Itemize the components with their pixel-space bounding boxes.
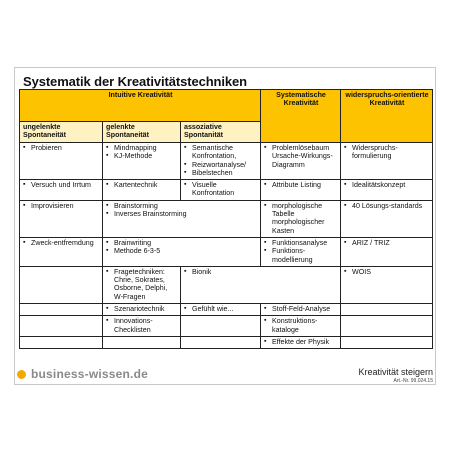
technique-item: ▪ Idealitätskonzept — [344, 181, 430, 189]
cell-ungelenkt — [20, 304, 103, 316]
technique-list — [264, 202, 338, 235]
technique-item: ▪ morphologische Tabelle morphologischer Kasten — [264, 202, 338, 235]
brand-name: business-wissen.de — [31, 367, 148, 381]
technique-item: ▪ Effekte der Physik — [264, 338, 338, 346]
technique-list — [264, 144, 338, 169]
technique-list — [264, 181, 338, 189]
cell-gelenkt — [103, 200, 261, 237]
technique-list — [23, 181, 100, 189]
cell-ungelenkt — [20, 316, 103, 337]
technique-list — [106, 305, 178, 313]
technique-list — [264, 305, 338, 313]
cell-gelenkt — [103, 143, 181, 180]
technique-item: ▪ Bionik — [184, 268, 338, 276]
technique-item: ▪ 40 Lösungs-standards — [344, 202, 430, 210]
table-row — [20, 304, 433, 316]
technique-item: ▪ Widerspruchs-formulierung — [344, 144, 430, 161]
technique-item: ▪ Funktionsanalyse — [264, 239, 338, 247]
technique-item: ▪ Semantische Konfrontation, — [184, 144, 258, 161]
technique-list — [344, 181, 430, 189]
subheader-gelenkt: gelenkte Spontaneität — [103, 122, 181, 143]
technique-list — [106, 317, 178, 334]
technique-item: ▪ Visuelle Konfrontation — [184, 181, 258, 198]
cell-zerlegen — [261, 180, 341, 201]
cell-assoziativ — [181, 143, 261, 180]
technique-item: ▪ Konstruktions-kataloge — [264, 317, 338, 334]
technique-item: ▪ Probieren — [23, 144, 100, 152]
technique-list — [106, 181, 178, 189]
cell-assoziativ — [181, 336, 261, 348]
technique-item: ▪ Gefühlt wie... — [184, 305, 258, 313]
cell-widerspruch — [341, 237, 433, 266]
technique-item: ▪ Brainstorming — [106, 202, 258, 210]
header-contradiction: widerspruchs-orientierte Kreativität — [341, 90, 433, 143]
technique-item: ▪ ARIZ / TRIZ — [344, 239, 430, 247]
technique-item: ▪ Innovations-Checklisten — [106, 317, 178, 334]
table-row — [20, 237, 433, 266]
technique-list — [344, 268, 430, 276]
cell-widerspruch — [341, 200, 433, 237]
technique-list — [23, 239, 100, 247]
cell-zerlegen — [261, 237, 341, 266]
cell-assoziativ — [181, 316, 261, 337]
table-row — [20, 316, 433, 337]
cell-ungelenkt — [20, 143, 103, 180]
cell-assoziativ — [181, 304, 261, 316]
technique-list — [264, 338, 338, 346]
cell-zerlegen — [261, 143, 341, 180]
technique-list — [264, 239, 338, 264]
technique-item: ▪ Versuch und Irrtum — [23, 181, 100, 189]
cell-gelenkt — [103, 237, 261, 266]
cell-zerlegen — [261, 304, 341, 316]
cell-ungelenkt — [20, 336, 103, 348]
technique-list — [184, 144, 258, 177]
technique-list — [23, 144, 100, 152]
cell-ungelenkt — [20, 180, 103, 201]
header-row — [20, 90, 433, 122]
cell-widerspruch — [341, 266, 433, 303]
footer-title: Kreativität steigern — [358, 367, 433, 377]
technique-item: ▪ Szenariotechnik — [106, 305, 178, 313]
cell-gelenkt — [103, 266, 181, 303]
technique-item: ▪ WOIS — [344, 268, 430, 276]
technique-item: ▪ Attribute Listing — [264, 181, 338, 189]
technique-list — [23, 202, 100, 210]
cell-widerspruch — [341, 336, 433, 348]
cell-zerlegen — [261, 200, 341, 237]
cell-gelenkt — [103, 316, 181, 337]
technique-item: ▪ Stoff-Feld-Analyse — [264, 305, 338, 313]
technique-item: ▪ KJ-Methode — [106, 152, 178, 160]
logo-dot-icon — [17, 370, 26, 379]
cell-ungelenkt — [20, 237, 103, 266]
technique-item: ▪ Inverses Brainstorming — [106, 210, 258, 218]
techniques-table — [19, 89, 433, 349]
technique-item: ▪ Bibelstechen — [184, 169, 258, 177]
document-page — [14, 67, 436, 385]
cell-widerspruch — [341, 316, 433, 337]
header-systematic: Systematische Kreativität — [261, 90, 341, 143]
technique-list — [184, 305, 258, 313]
header-intuitive: Intuitive Kreativität — [20, 90, 261, 122]
cell-widerspruch — [341, 180, 433, 201]
technique-list — [106, 239, 258, 256]
technique-item: ▪ Kartentechnik — [106, 181, 178, 189]
cell-assoziativ — [181, 266, 341, 303]
technique-item: ▪ Funktions-modellierung — [264, 247, 338, 264]
technique-item: ▪ Fragetechniken: Chrie, Sokrates, Osborne, Delphi, W-Fragen — [106, 268, 178, 301]
cell-ungelenkt — [20, 266, 103, 303]
technique-item: ▪ Methode 6-3-5 — [106, 247, 258, 255]
technique-list — [264, 317, 338, 334]
cell-gelenkt — [103, 180, 181, 201]
technique-list — [184, 268, 338, 276]
cell-zerlegen — [261, 336, 341, 348]
technique-list — [344, 202, 430, 210]
article-number: Art.-Nr. 99.024.15 — [393, 378, 433, 384]
table-row — [20, 336, 433, 348]
cell-ungelenkt — [20, 200, 103, 237]
subheader-assoziativ: assoziative Spontanität — [181, 122, 261, 143]
cell-assoziativ — [181, 180, 261, 201]
technique-list — [106, 144, 178, 161]
subheader-ungelenkt: ungelenkte Spontaneität — [20, 122, 103, 143]
technique-item: ▪ Brainwriting — [106, 239, 258, 247]
technique-list — [106, 268, 178, 301]
cell-widerspruch — [341, 143, 433, 180]
cell-widerspruch — [341, 304, 433, 316]
cell-gelenkt — [103, 304, 181, 316]
table-row — [20, 180, 433, 201]
technique-item: ▪ Zweck-entfremdung — [23, 239, 100, 247]
technique-list — [344, 239, 430, 247]
brand-logo — [17, 367, 148, 381]
technique-list — [184, 181, 258, 198]
table-row — [20, 143, 433, 180]
cell-gelenkt — [103, 336, 181, 348]
technique-item: ▪ Improvisieren — [23, 202, 100, 210]
table-row — [20, 266, 433, 303]
technique-list — [344, 144, 430, 161]
technique-item: ▪ Mindmapping — [106, 144, 178, 152]
technique-item: ▪ Reizwortanalyse/ — [184, 161, 258, 169]
technique-item: ▪ Problemlösebaum Ursache-Wirkungs-Diagramm — [264, 144, 338, 169]
footer-info — [358, 367, 433, 384]
technique-list — [106, 202, 258, 219]
page-title: Systematik der Kreativitätstechniken — [23, 74, 247, 89]
cell-zerlegen — [261, 316, 341, 337]
table-row — [20, 200, 433, 237]
